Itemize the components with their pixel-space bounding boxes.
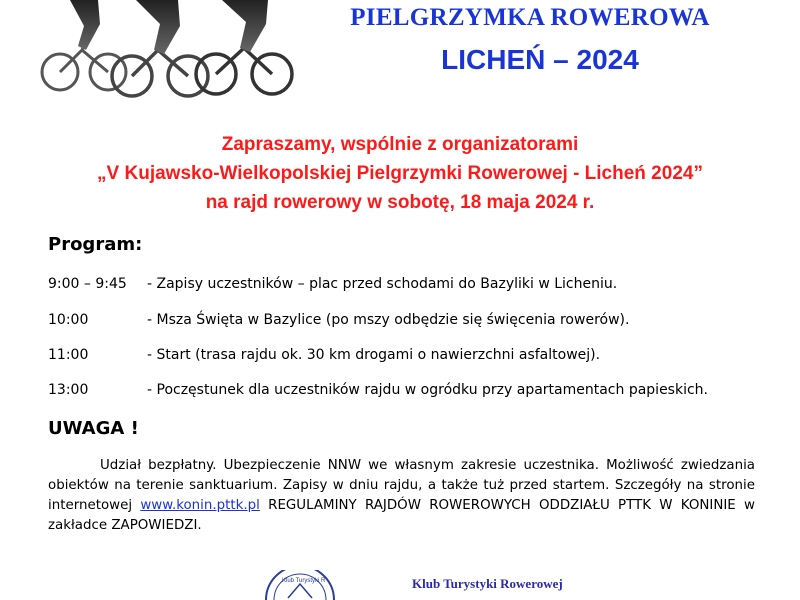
program-time: 13:00 <box>48 382 89 398</box>
program-description: - Start (trasa rajdu ok. 30 km drogami o nawierzchni asfaltowej). <box>147 347 601 363</box>
notice-text-1: Udział bezpłatny. Ubezpieczenie NNW we własnym zakresie uczestnika. Możliwość zwiedzania obiektów na terenie sanktuarium. Zapisy w dniu rajdu, a także tuż przed startem. Szczegóły na stronie internetowej <box>48 458 755 513</box>
cyclists-silhouette-icon <box>40 0 295 100</box>
program-description: - Poczęstunek dla uczestników rajdu w ogródku przy apartamentach papieskich. <box>147 382 708 398</box>
program-time: 9:00 – 9:45 <box>48 276 127 292</box>
program-time: 10:00 <box>48 312 89 328</box>
invitation-line-2: „V Kujawsko-Wielkopolskiej Pielgrzymki Rowerowej - Licheń 2024” <box>97 163 703 184</box>
club-name: Klub Turystyki Rowerowej <box>412 576 563 591</box>
notice-paragraph <box>48 456 755 536</box>
notice-text-2: REGULAMINY RAJDÓW ROWEROWYCH ODDZIAŁU PTTK W KONINIE w zakładce ZAPOWIEDZI. <box>48 498 755 533</box>
event-subtitle: LICHEŃ – 2024 <box>441 44 639 75</box>
program-description: - Zapisy uczestników – plac przed schodami do Bazyliki w Licheniu. <box>147 276 618 292</box>
program-row <box>48 276 617 292</box>
club-logo-icon <box>260 570 340 600</box>
invitation-line-3: na rajd rowerowy w sobotę, 18 maja 2024 r. <box>205 192 595 213</box>
invitation-line-1: Zapraszamy, wspólnie z organizatorami <box>221 134 579 155</box>
program-heading: Program: <box>48 234 143 255</box>
website-link[interactable]: www.konin.pttk.pl <box>140 498 260 513</box>
program-time: 11:00 <box>48 347 89 363</box>
program-row <box>48 347 600 363</box>
club-logo-text: Klub Turystyki R <box>282 578 326 584</box>
program-row <box>48 382 708 398</box>
notice-heading: UWAGA ! <box>48 418 139 439</box>
program-description: - Msza Święta w Bazylice (po mszy odbędzie się święcenia rowerów). <box>147 312 630 328</box>
program-row <box>48 312 629 328</box>
invitation-text <box>0 130 800 217</box>
event-title: PIELGRZYMKA ROWEROWA <box>350 4 710 31</box>
